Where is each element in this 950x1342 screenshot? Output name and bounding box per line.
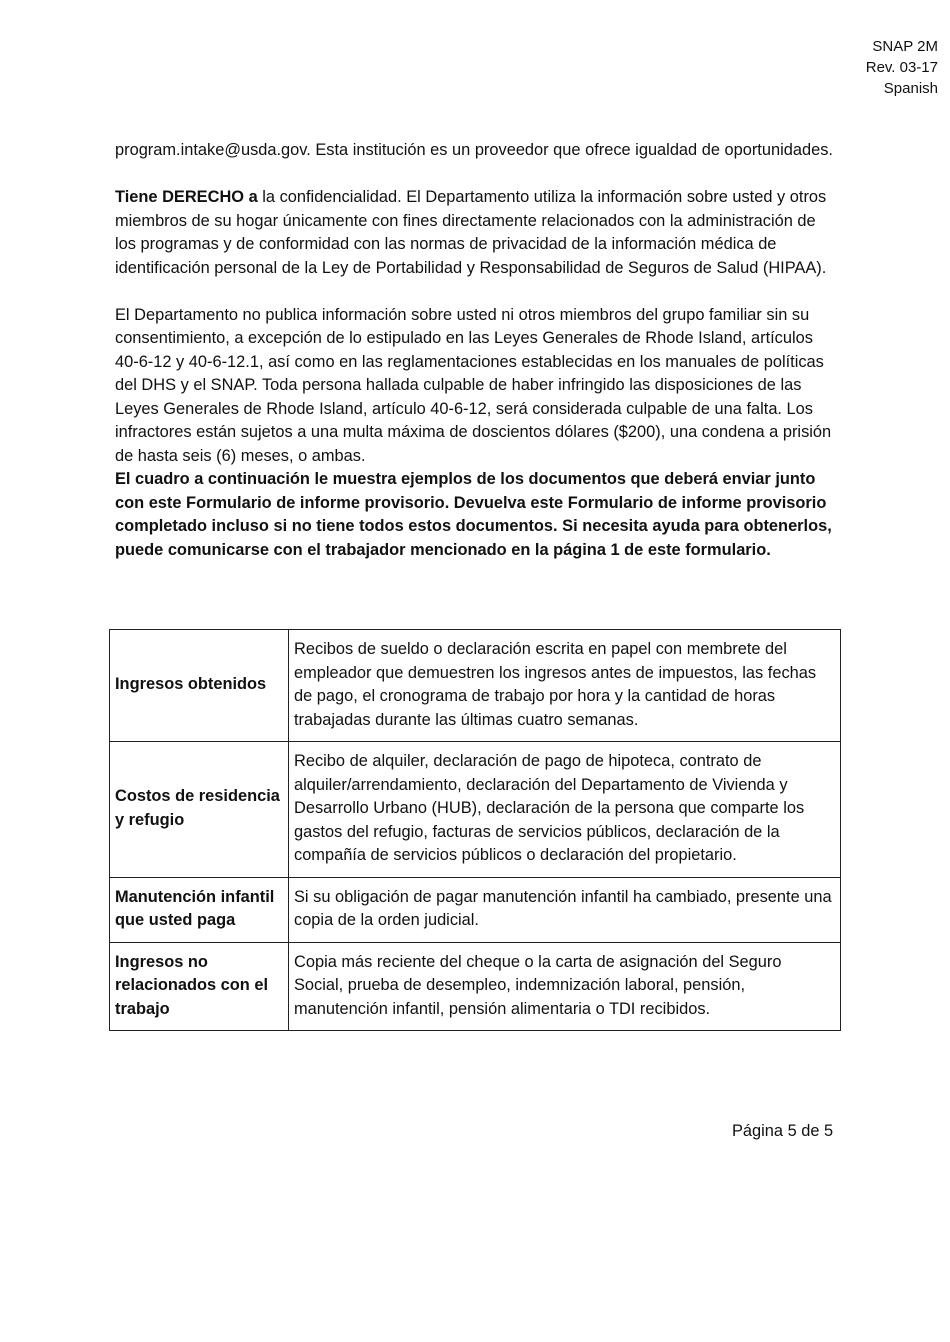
row-label: Ingresos no relacionados con el trabajo [110,942,289,1031]
confidentiality-text: la confidencialidad. El Departamento utiliza la información sobre usted y otros miembros de su hogar únicamente con fines directamente relacionados con la administración de los programas y de conformidad con las normas de privacidad de la información médica de identificación personal de la Ley de Portabilidad y Responsabilidad de Seguros de Salud (HIPAA). [115,188,827,277]
confidentiality-heading: Tiene DERECHO a [115,188,258,206]
row-description: Recibos de sueldo o declaración escrita en papel con membrete del empleador que demuestren los ingresos antes de impuestos, las fechas de pago, el cronograma de trabajo por hora y la cantidad de horas trabajadas durante las últimas cuatro semanas. [289,630,841,742]
row-label: Costos de residencia y refugio [110,742,289,878]
table-row [110,877,841,942]
paragraph-disclosure: El Departamento no publica información sobre usted ni otros miembros del grupo familiar sin su consentimiento, a excepción de lo estipulado en las Leyes Generales de Rhode Island, artículos 40-6-12 y 40-6-12.1, así como en las reglamentaciones establecidas en los manuales de políticas del DHS y el SNAP. Toda persona hallada culpable de haber infringido las disposiciones de las Leyes Generales de Rhode Island, artículo 40-6-12, será considerada culpable de una falta. Los infractores están sujetos a una multa máxima de doscientos dólares ($200), una condena a prisión de hasta seis (6) meses, o ambas. [115,305,832,465]
paragraph-documents-intro: El cuadro a continuación le muestra ejemplos de los documentos que deberá enviar junto con este Formulario de informe provisorio. Devuelva este Formulario de informe provisorio completado incluso si no tiene todos estos documentos. Si necesita ayuda para obtenerlos, puede comunicarse con el trabajador mencionado en la página 1 de este formulario. [115,470,832,559]
form-header [866,36,938,99]
table-row [110,630,841,742]
main-content [115,139,840,562]
form-revision: Rev. 03-17 [865,59,938,76]
row-description: Recibo de alquiler, declaración de pago de hipoteca, contrato de alquiler/arrendamiento, declaración del Departamento de Vivienda y Desarrollo Urbano (HUB), declaración de la persona que comparte los gastos del refugio, facturas de servicios públicos, declaración de la compañía de servicios públicos o declaración del propietario. [289,742,841,878]
row-label: Ingresos obtenidos [110,630,289,742]
paragraph-contact: program.intake@usda.gov. Esta institución es un proveedor que ofrece igualdad de oportunidades. [115,141,833,159]
form-language: Spanish [883,80,938,97]
form-code: SNAP 2M [872,38,938,55]
row-label: Manutención infantil que usted paga [110,877,289,942]
table-row [110,742,841,878]
documents-table [109,629,841,1031]
row-description: Copia más reciente del cheque o la carta de asignación del Seguro Social, prueba de desempleo, indemnización laboral, pensión, manutención infantil, pensión alimentaria o TDI recibidos. [289,942,841,1031]
paragraph-confidentiality [115,186,840,280]
table-row [110,942,841,1031]
page-number: Página 5 de 5 [732,1122,834,1140]
row-description: Si su obligación de pagar manutención infantil ha cambiado, presente una copia de la orden judicial. [289,877,841,942]
